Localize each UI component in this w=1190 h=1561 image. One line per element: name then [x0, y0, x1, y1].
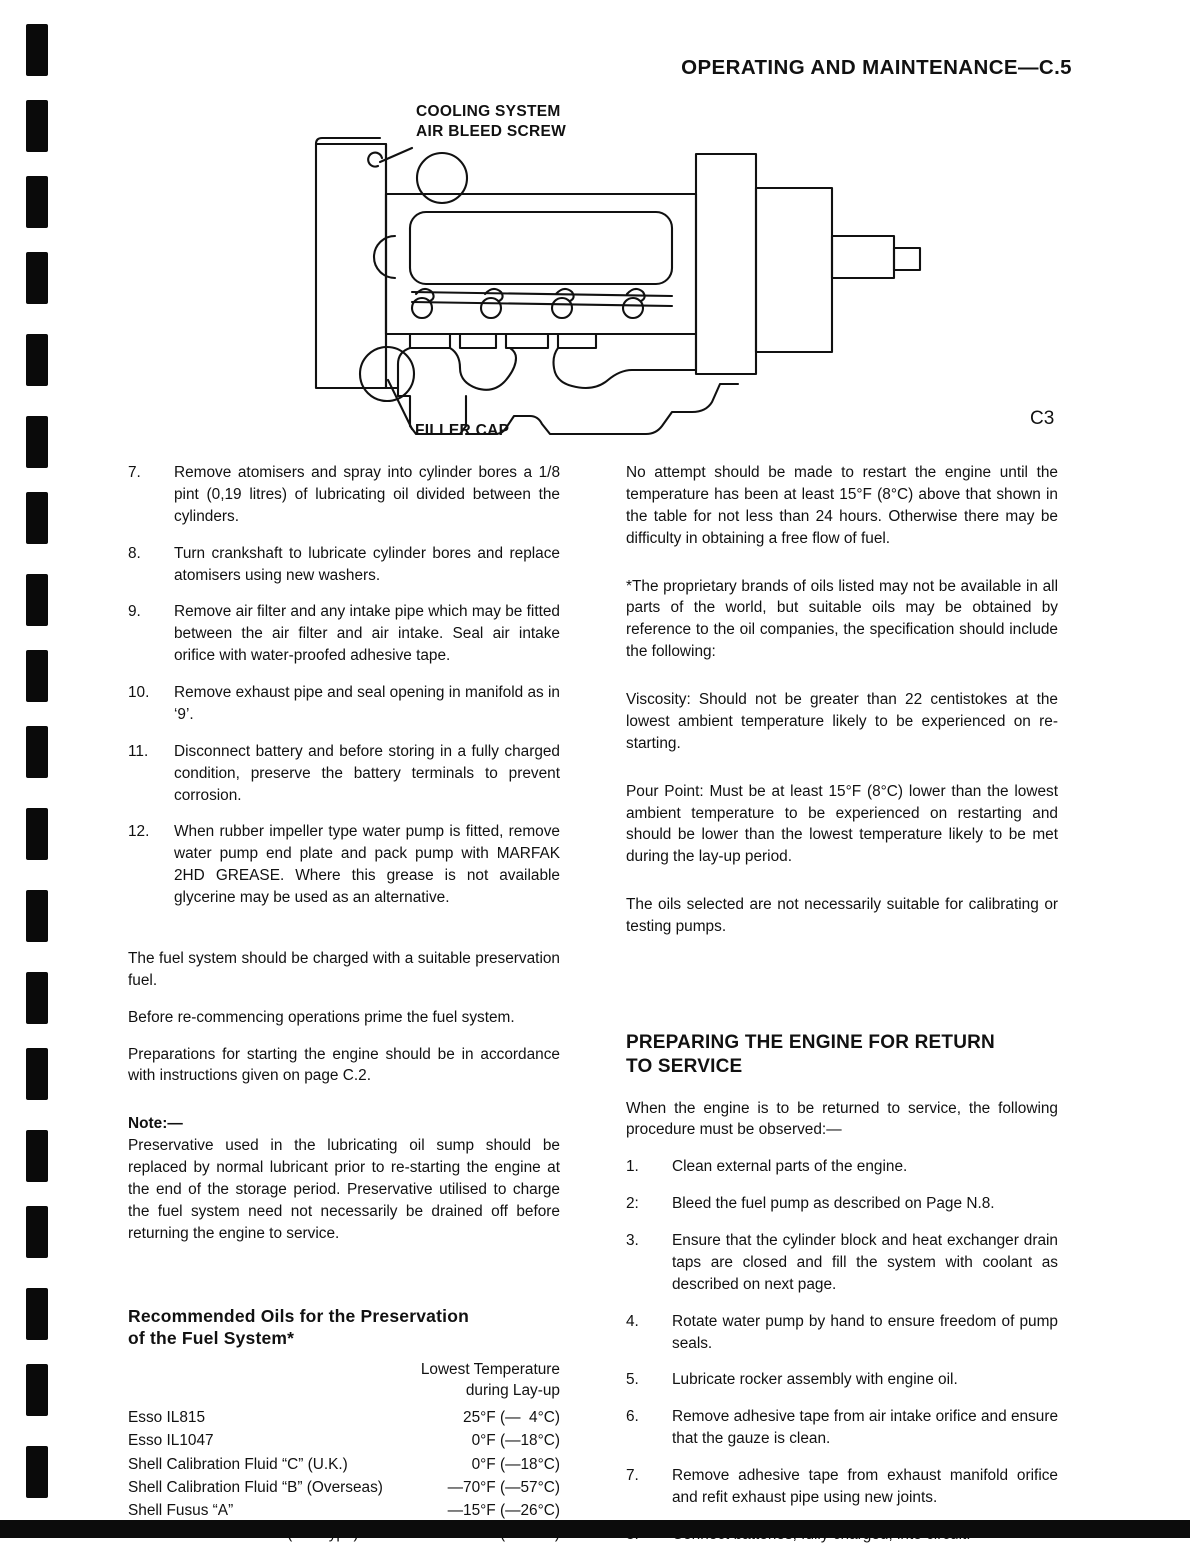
binding-mark: [26, 24, 48, 76]
oil-temperature: —15°F (—26°C): [447, 1501, 560, 1519]
list-item: [626, 1369, 1058, 1391]
binding-mark: [26, 1364, 48, 1416]
table-row: [128, 1429, 560, 1452]
binding-mark: [26, 100, 48, 152]
list-item-number: 1.: [626, 1158, 639, 1176]
binding-mark: [26, 1048, 48, 1100]
thermostat-housing: [417, 153, 467, 203]
paragraph-no-attempt: No attempt should be made to restart the engine until the temperature has been at least 15°F (8°C) above that shown in the table for not less than 24 hours. Otherwise there may be difficulty in obtaining a free flow of fuel.: [626, 464, 1058, 547]
list-item: [626, 1465, 1058, 1509]
list-item-text: Ensure that the cylinder block and heat exchanger drain taps are closed and fill the system with coolant as described on next page.: [672, 1232, 1058, 1293]
list-item-text: Rotate water pump by hand to ensure freedom of pump seals.: [672, 1312, 1058, 1352]
callout-line-2: AIR BLEED SCREW: [416, 122, 567, 140]
table-header-line-2: during Lay-up: [465, 1381, 560, 1399]
oils-heading: [128, 1305, 560, 1351]
list-item-text: Bleed the fuel pump as described on Page N.8.: [672, 1195, 995, 1213]
binding-mark: [26, 1206, 48, 1258]
list-item-text: Remove atomisers and spray into cylinder bores a 1/8 pint (0,19 litres) of lubricating oil divided between the cylinders.: [174, 464, 560, 525]
paragraph-before-recommencing: Before re-commencing operations prime the fuel system.: [128, 1008, 515, 1026]
list-item-number: 10.: [128, 684, 150, 701]
table-header-blank: [128, 1360, 407, 1406]
paragraph-proprietary-brands: *The proprietary brands of oils listed may not be available in all parts of the world, but suitable oils may be obtained by reference to the oil companies, the specification should include the following:: [626, 577, 1058, 661]
binding-mark: [26, 334, 48, 386]
injector-rail-top: [412, 292, 672, 296]
engine-figure: [300, 96, 940, 456]
binding-mark: [26, 726, 48, 778]
oil-name: Esso IL1047: [128, 1432, 214, 1450]
page-header-title: OPERATING AND MAINTENANCE—C.5: [681, 56, 1072, 79]
water-outlet-boss: [374, 236, 395, 278]
list-item-number: 4.: [626, 1312, 639, 1330]
list-item: [128, 601, 560, 667]
list-item-number: 7.: [128, 464, 141, 481]
list-item-number: 12.: [128, 823, 150, 841]
list-item-number: 6.: [626, 1408, 639, 1426]
adapter-plate: [756, 188, 832, 352]
note-text: Preservative used in the lubricating oil sump should be replaced by normal lubricant prior to re-starting the engine at the end of the storage period. Preservative utilised to charge the fuel system need not necessarily be drained off before returning the engine to service.: [128, 1137, 560, 1242]
list-item-text: Remove adhesive tape from air intake orifice and ensure that the gauze is clean.: [672, 1408, 1058, 1448]
figure-number: C3: [1030, 408, 1055, 429]
right-text-column: [626, 462, 1058, 1561]
section-heading-line-2: TO SERVICE: [626, 1056, 743, 1078]
paragraph-fuel-system: The fuel system should be charged with a suitable preservation fuel.: [128, 949, 560, 989]
binding-mark: [26, 650, 48, 702]
binding-mark: [26, 972, 48, 1024]
binding-mark: [26, 416, 48, 468]
list-item-text: Remove exhaust pipe and seal opening in manifold as in ‘9’.: [174, 684, 560, 723]
binding-mark: [26, 1288, 48, 1340]
list-item-number: 5.: [626, 1371, 639, 1389]
list-item-number: 11.: [128, 742, 149, 760]
paragraph-when-returned: When the engine is to be returned to service, the following procedure must be observed:—: [626, 1099, 1058, 1139]
injector-rail-bottom: [412, 302, 672, 306]
recommended-oils-table: [128, 1360, 560, 1545]
oil-name: Shell Fusus “A”: [128, 1501, 234, 1519]
paragraph-viscosity: Viscosity: Should not be greater than 22 centistokes at the lowest ambient temperature likely to be experienced on re-starting.: [626, 691, 1058, 752]
section-heading-line-1: PREPARING THE ENGINE FOR RETURN: [626, 1031, 995, 1053]
table-row: [128, 1476, 560, 1499]
timing-case-bulge-1: [450, 348, 516, 390]
list-item-number: 3.: [626, 1232, 639, 1249]
gearbox-body: [832, 236, 894, 278]
leader-line-bleed-screw: [380, 148, 412, 162]
callout-filler-cap: FILLER CAP: [415, 422, 510, 439]
binding-mark: [26, 808, 48, 860]
binding-mark: [26, 574, 48, 626]
table-header-line-1: Lowest Temperature: [420, 1361, 560, 1378]
list-item: [128, 462, 560, 528]
left-steps-list: [128, 462, 560, 909]
air-bleed-screw-head: [368, 153, 382, 167]
binding-mark: [26, 492, 48, 544]
list-item-number: 8.: [128, 544, 141, 562]
binding-marks-strip: [0, 0, 70, 1538]
paragraph-pour-point: Pour Point: Must be at least 15°F (8°C) lower than the lowest ambient temperature to be experienced on restarting and should be lower than the lowest temperature likely to be met during the lay-up period.: [626, 782, 1058, 866]
oil-temperature: —70°F (—57°C): [447, 1478, 560, 1496]
oil-name: Shell Calibration Fluid “B” (Overseas): [128, 1478, 383, 1496]
oil-temperature: 0°F (—18°C): [471, 1432, 560, 1450]
list-item: [128, 543, 560, 587]
list-item-text: Remove air filter and any intake pipe which may be fitted between the air filter and air intake. Seal air intake orifice with water-proofed adhesive tape.: [174, 603, 560, 665]
table-header-row: [128, 1360, 560, 1406]
callout-line-1: COOLING SYSTEM: [416, 103, 561, 120]
list-item-number: 9.: [128, 603, 141, 621]
binding-mark: [26, 1446, 48, 1498]
list-item: [626, 1311, 1058, 1355]
list-item-text: Remove adhesive tape from exhaust manifold orifice and refit exhaust pipe using new joints.: [672, 1467, 1058, 1506]
cylinder-head-block: [386, 194, 696, 334]
binding-mark: [26, 176, 48, 228]
list-item-text: Lubricate rocker assembly with engine oil.: [672, 1371, 958, 1389]
binding-mark: [26, 252, 48, 304]
table-row: [128, 1499, 560, 1522]
flywheel-housing: [696, 154, 756, 374]
sump-bottom-profile: [466, 384, 738, 434]
binding-mark: [26, 1130, 48, 1182]
sump-front-step: [398, 388, 466, 434]
note-label: Note:—: [128, 1115, 183, 1133]
list-item: [128, 682, 560, 726]
table-row: [128, 1406, 560, 1429]
list-item-text: Disconnect battery and before storing in a fully charged condition, preserve the battery terminals to prevent corrosion.: [174, 742, 560, 804]
list-item: [626, 1230, 1058, 1296]
oil-temperature: 25°F (— 4°C): [463, 1409, 560, 1427]
list-item-number: 7.: [626, 1467, 639, 1484]
list-item: [626, 1156, 1058, 1178]
rocker-cover: [410, 212, 672, 284]
list-item: [626, 1406, 1058, 1450]
output-shaft: [894, 248, 920, 270]
oil-temperature: 0°F (—18°C): [471, 1455, 560, 1473]
left-text-column: [128, 462, 560, 1545]
paragraph-oils-selected: The oils selected are not necessarily suitable for calibrating or testing pumps.: [626, 896, 1058, 935]
engine-diagram-drawing: [300, 96, 940, 456]
section-heading-preparing-engine: [626, 1031, 1058, 1080]
list-item-text: When rubber impeller type water pump is fitted, remove water pump end plate and pack pump with MARFAK 2HD GREASE. Where this grease is not available glycerine may be used as an alternative.: [174, 823, 560, 906]
list-item-number: 2:: [626, 1195, 639, 1213]
binding-mark: [26, 890, 48, 942]
scan-bottom-edge: [0, 1520, 1190, 1538]
right-steps-list: [626, 1156, 1058, 1545]
list-item: [128, 821, 560, 909]
oils-heading-line-1: Recommended Oils for the Preservation: [128, 1305, 469, 1326]
manifold-flange-top: [386, 334, 640, 348]
paragraph-preparations: Preparations for starting the engine should be in accordance with instructions given on page C.2.: [128, 1045, 560, 1085]
table-row: [128, 1453, 560, 1476]
list-item: [128, 741, 560, 807]
oil-name: Shell Calibration Fluid “C” (U.K.): [128, 1455, 348, 1473]
list-item-text: Turn crankshaft to lubricate cylinder bores and replace atomisers using new washers.: [174, 544, 560, 584]
oil-name: Esso IL815: [128, 1409, 206, 1427]
table-header-temperature: [407, 1360, 560, 1406]
timing-case-bulge-2: [554, 348, 697, 388]
list-item: [626, 1193, 1058, 1215]
list-item-text: Clean external parts of the engine.: [672, 1158, 908, 1176]
oils-heading-line-2: of the Fuel System*: [128, 1328, 295, 1349]
